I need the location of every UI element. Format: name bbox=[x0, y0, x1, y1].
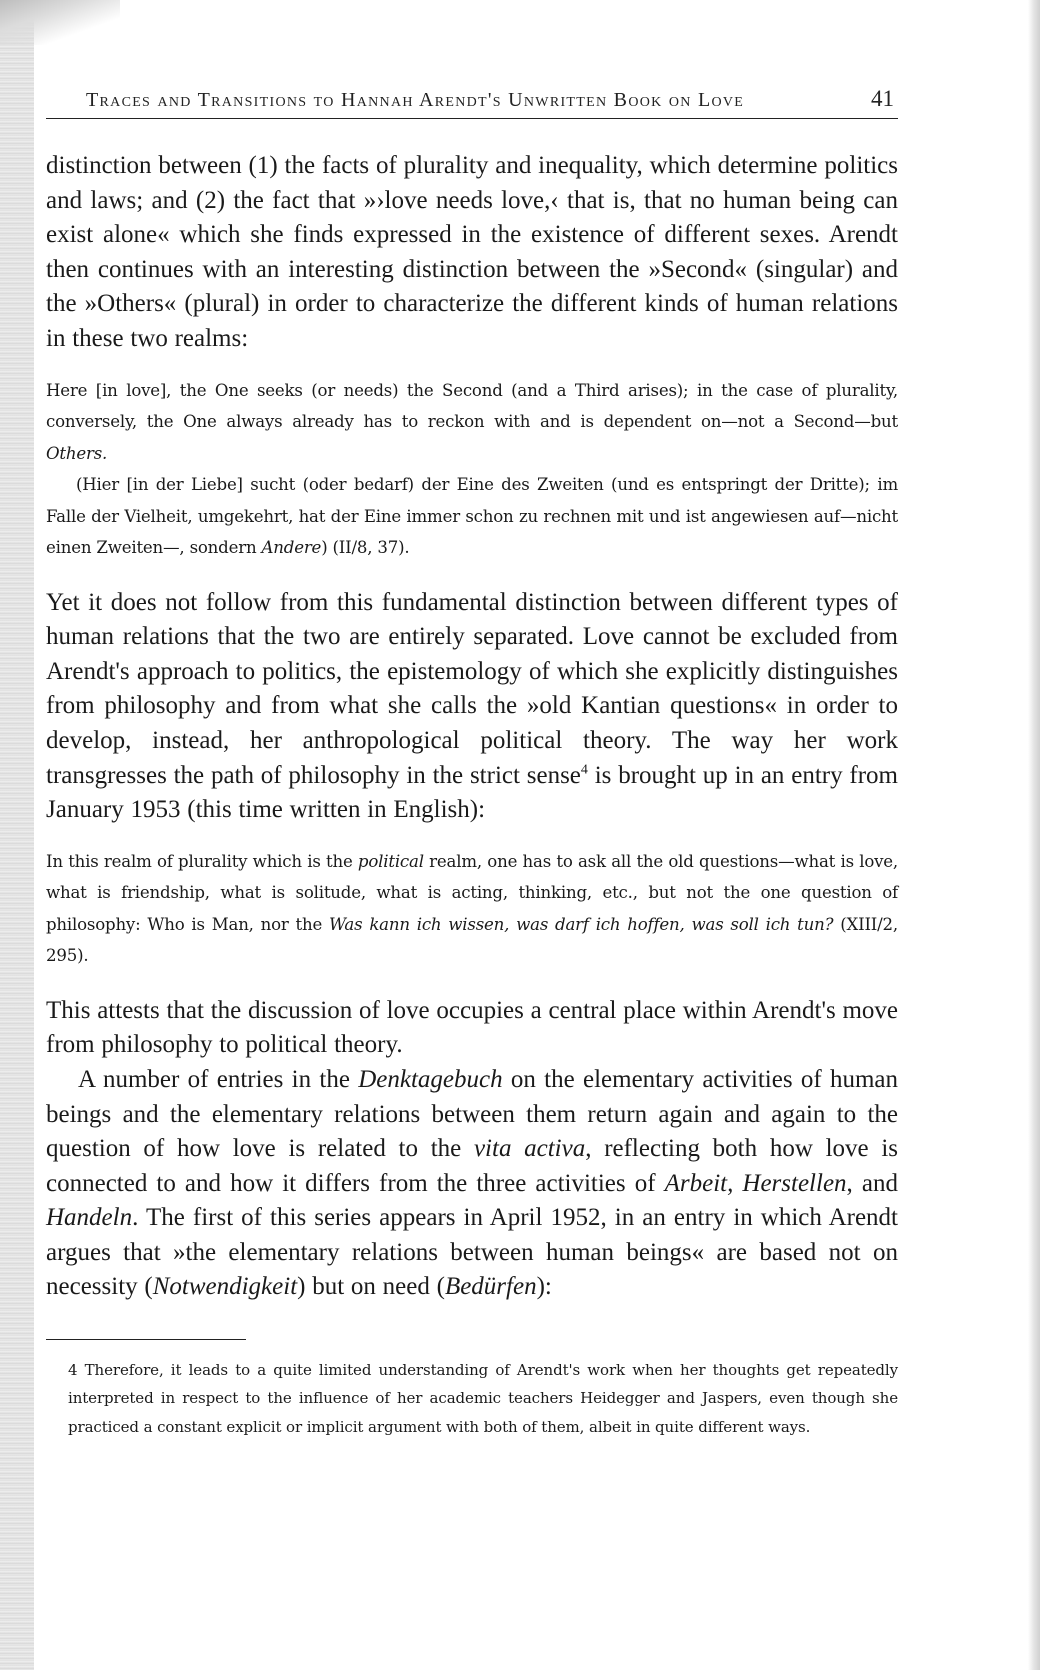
paragraph-4-part-b: on the elementary activities of human beings and the elementary relations between them return again and again to the question of how love is related to the bbox=[46, 1065, 899, 1163]
quote-2-emphasis-kant: Was kann ich wissen, was darf ich hoffen, was soll ich tun? bbox=[329, 914, 834, 934]
paragraph-4-emphasis-handeln: Handeln bbox=[46, 1204, 133, 1232]
quote-english-text: Here [in love], the One seeks (or needs) the Second (and a Third arises); in the case of plurality, conversely, the One always already has to reckon with and is dependent on—not a Second—but bbox=[46, 380, 898, 432]
paragraph-4-part-g: ): bbox=[536, 1273, 552, 1301]
quote-2-part-a: In this realm of plurality which is the bbox=[46, 851, 358, 871]
paragraph-4-emphasis-beduerfen: Bedürfen bbox=[444, 1273, 537, 1301]
paragraph-4-part-d: , and bbox=[846, 1169, 898, 1197]
body-paragraph-4 bbox=[46, 1063, 898, 1305]
footnote-number: 4 bbox=[68, 1361, 78, 1380]
quote-2-emphasis-political: political bbox=[357, 851, 424, 871]
page-number: 41 bbox=[871, 86, 894, 111]
footnote-marker[interactable]: 4 bbox=[580, 762, 588, 778]
paragraph-4-part-a: A number of entries in the bbox=[78, 1065, 359, 1093]
paragraph-2-text-b: is brought up in an entry from January 1953 (this time written in English): bbox=[46, 761, 898, 824]
paragraph-4-emphasis-denktagebuch: Denktagebuch bbox=[358, 1065, 503, 1093]
paragraph-4-emphasis-arbeit: Arbeit, Herstellen bbox=[664, 1169, 847, 1197]
footnote-text: Therefore, it leads to a quite limited understanding of Arendt's work when her thoughts get repeatedly interpreted in respect to the influence of her academic teachers Heidegger and Jaspers, even though she practiced a constant explicit or implicit argument with both of them, albeit in quite different ways. bbox=[68, 1361, 898, 1436]
quote-german-emphasis: Andere bbox=[261, 538, 322, 558]
quote-english bbox=[46, 375, 898, 470]
paragraph-4-part-f: ) but on need ( bbox=[297, 1273, 445, 1301]
running-header bbox=[46, 86, 898, 119]
scan-shadow-corner bbox=[0, 0, 120, 45]
footnote-divider bbox=[46, 1339, 246, 1340]
paragraph-4-part-e: . The first of this series appears in April 1952, in an entry in which Arendt argues that »the elementary relations between human beings« are based not on necessity ( bbox=[46, 1204, 898, 1301]
quote-german-text: (Hier [in der Liebe] sucht (oder bedarf) der Eine des Zweiten (und es entspringt der Dritte); im Falle der Vielheit, umgekehrt, hat der Eine immer schon zu rechnen mit und ist angewiesen auf—nicht einen Zweiten—, sondern bbox=[46, 475, 898, 558]
book-page bbox=[46, 86, 898, 1441]
quote-2-part-b: realm, one has to ask all the old questions—what is love, what is friendship, what is solitude, what is acting, thinking, etc., but not the one question of philosophy: Who is Man, nor the bbox=[46, 851, 898, 934]
quote-2-text bbox=[46, 846, 898, 972]
paragraph-2-text-a: Yet it does not follow from this fundamental distinction between different types of human relations that the two are entirely separated. Love cannot be excluded from Arendt's approach to politics, the epistemology of which she explicitly distinguishes from philosophy and from what she calls the »old Kantian questions« in order to develop, instead, her anthropological political theory. The way her work transgresses the path of philosophy in the strict sense bbox=[46, 588, 898, 789]
quote-2-citation: (XIII/2, 295). bbox=[46, 914, 898, 966]
body-paragraph-1: distinction between (1) the facts of plurality and inequality, which determine politics and laws; and (2) the fact that »›love needs love,‹ that is, that no human being can exist alone« which she finds expressed in the existence of different sexes. Arendt then continues with an interesting distinction between the »Second« (singular) and the »Others« (plural) in order to characterize the different kinds of human relations in these two realms: bbox=[46, 152, 898, 352]
footnote-4 bbox=[46, 1356, 898, 1441]
quote-english-emphasis: Others. bbox=[46, 443, 108, 463]
body-paragraph-2 bbox=[46, 586, 898, 828]
paragraph-4-emphasis-vita-activa: vita activa bbox=[473, 1135, 586, 1163]
block-quote-2 bbox=[46, 846, 898, 972]
body-paragraph-3: This attests that the discussion of love occupies a central place within Arendt's move from philosophy to political theory. bbox=[46, 996, 898, 1059]
block-quote-1 bbox=[46, 375, 898, 564]
scan-shadow-right bbox=[1028, 0, 1040, 1670]
paragraph-4-emphasis-notwendigkeit: Notwendigkeit bbox=[152, 1273, 298, 1301]
paragraph-4-part-c: , reflecting both how love is connected to and how it differs from the three activities of bbox=[46, 1135, 898, 1197]
quote-german bbox=[46, 469, 898, 564]
running-title: Traces and Transitions to Hannah Arendt's Unwritten Book on Love bbox=[86, 89, 745, 111]
scan-shadow-left bbox=[0, 0, 34, 1670]
quote-german-citation: ) (II/8, 37). bbox=[321, 538, 410, 558]
